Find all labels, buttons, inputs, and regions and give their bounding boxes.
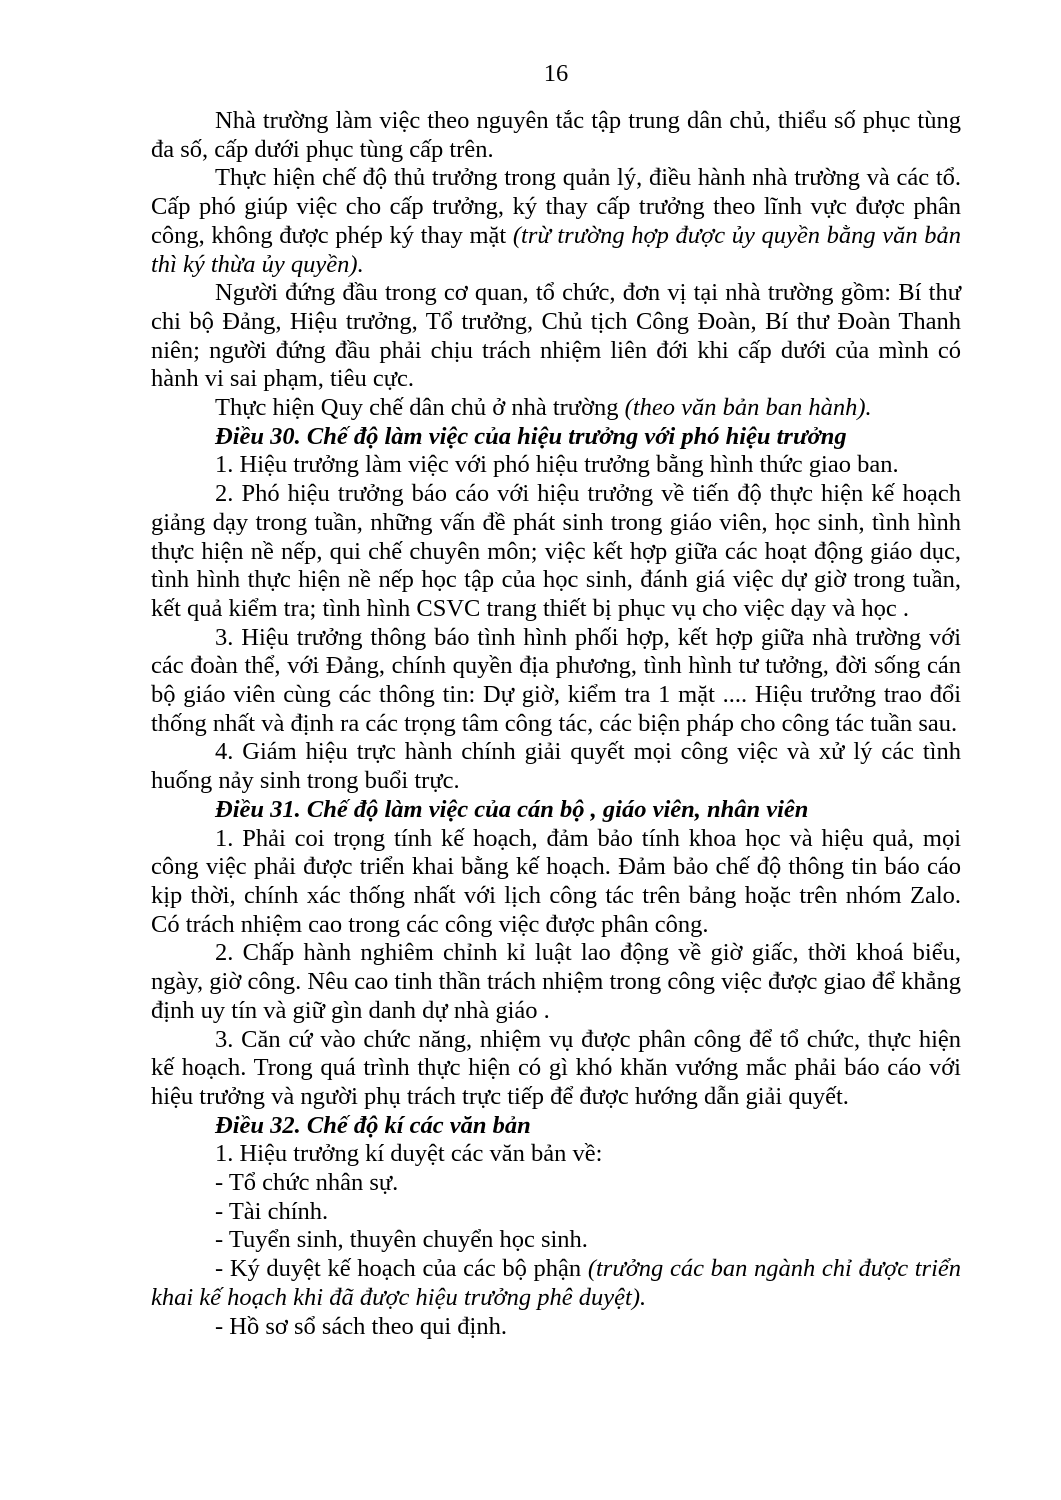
paragraph bbox=[151, 939, 961, 1025]
text-run: 3. Căn cứ vào chức năng, nhiệm vụ được phân công để tổ chức, thực hiện kế hoạch. Trong quá trình thực hiện có gì khó khăn vướng mắc phải báo cáo với hiệu trưởng và người phụ trách trực tiếp để được hướng dẫn giải quyết. bbox=[151, 1025, 961, 1110]
paragraph bbox=[151, 279, 961, 394]
text-run: - Tuyển sinh, thuyên chuyển học sinh. bbox=[215, 1226, 588, 1254]
document-body bbox=[151, 107, 961, 1341]
paragraph bbox=[151, 1026, 961, 1112]
paragraph bbox=[151, 480, 961, 624]
page-number: 16 bbox=[543, 60, 569, 87]
text-run: - Tổ chức nhân sự. bbox=[215, 1169, 399, 1197]
text-run: - Hồ sơ sổ sách theo qui định. bbox=[215, 1312, 507, 1340]
paragraph bbox=[151, 394, 961, 423]
text-run: 4. Giám hiệu trực hành chính giải quyết mọi công việc và xử lý các tình huống nảy sinh trong buổi trực. bbox=[151, 738, 961, 795]
text-run: 1. Hiệu trưởng kí duyệt các văn bản về: bbox=[215, 1140, 603, 1168]
text-run: - Tài chính. bbox=[215, 1197, 329, 1225]
text-run: 1. Hiệu trưởng làm việc với phó hiệu trưởng bằng hình thức giao ban. bbox=[215, 451, 899, 479]
text-run: 3. Hiệu trưởng thông báo tình hình phối hợp, kết hợp giữa nhà trường với các đoàn thể, với Đảng, chính quyền địa phương, tình hình tư tưởng, đời sống cán bộ giáo viên cùng các thông tin: Dự giờ, kiểm tra 1 mặt .... Hiệu trưởng trao đổi thống nhất và định ra các trọng tâm công tác, các biện pháp cho công tác tuần sau. bbox=[151, 623, 961, 737]
paragraph bbox=[151, 1313, 961, 1342]
text-run: (trưởng các ban ngành chỉ được triển khai kế hoạch khi đã được hiệu trưởng phê duyệt). bbox=[151, 1255, 962, 1311]
text-run: 2. Chấp hành nghiêm chỉnh kỉ luật lao động về giờ giấc, thời khoá biểu, ngày, giờ công. Nêu cao tinh thần trách nhiệm trong công việc được giao để khẳng định uy tín và giữ gìn danh dự nhà giáo . bbox=[151, 939, 961, 1024]
text-run: 2. Phó hiệu trưởng báo cáo với hiệu trưởng về tiến độ thực hiện kế hoạch giảng dạy trong tuần, những vấn đề phát sinh trong giáo viên, học sinh, tình hình thực hiện nề nếp, qui chế chuyên môn; việc kết hợp giữa các hoạt động giáo dục, tình hình thực hiện nề nếp học tập của học sinh, đánh giá việc dự giờ trong tuần, kết quả kiểm tra; tình hình CSVC trang thiết bị phục vụ cho việc dạy và học . bbox=[151, 480, 961, 622]
paragraph bbox=[151, 738, 961, 795]
section-heading bbox=[151, 423, 961, 452]
text-run: Điều 32. Chế độ kí các văn bản bbox=[215, 1111, 531, 1139]
paragraph bbox=[151, 1169, 961, 1198]
paragraph bbox=[151, 1198, 961, 1227]
paragraph bbox=[151, 1140, 961, 1169]
text-run: Điều 30. Chế độ làm việc của hiệu trưởng với phó hiệu trưởng bbox=[215, 422, 847, 450]
paragraph bbox=[151, 107, 961, 164]
text-run: Thực hiện Quy chế dân chủ ở nhà trường bbox=[215, 394, 625, 422]
section-heading bbox=[151, 1112, 961, 1141]
paragraph bbox=[151, 1226, 961, 1255]
paragraph bbox=[151, 451, 961, 480]
text-run: Người đứng đầu trong cơ quan, tổ chức, đơn vị tại nhà trường gồm: Bí thư chi bộ Đảng, Hiệu trưởng, Tổ trưởng, Chủ tịch Công Đoàn, Bí thư Đoàn Thanh niên; người đứng đầu phải chịu trách nhiệm liên đới khi cấp dưới của mình có hành vi sai phạm, tiêu cực. bbox=[151, 279, 961, 393]
paragraph bbox=[151, 164, 961, 279]
paragraph bbox=[151, 624, 961, 739]
text-run: (theo văn bản ban hành). bbox=[624, 394, 872, 422]
text-run: - Ký duyệt kế hoạch của các bộ phận bbox=[215, 1255, 588, 1283]
text-run: 1. Phải coi trọng tính kế hoạch, đảm bảo tính khoa học và hiệu quả, mọi công việc phải được triển khai bằng kế hoạch. Đảm bảo chế độ thông tin báo cáo kịp thời, chính xác thống nhất với lịch công tác trên bảng hoặc trên nhóm Zalo. Có trách nhiệm cao trong các công việc được phân công. bbox=[151, 824, 961, 938]
text-run: (trừ trường hợp được ủy quyền bằng văn bản thì ký thừa ủy quyền). bbox=[151, 221, 962, 278]
section-heading bbox=[151, 796, 961, 825]
paragraph bbox=[151, 825, 961, 940]
text-run: Thực hiện chế độ thủ trưởng trong quản lý, điều hành nhà trường và các tổ. Cấp phó giúp việc cho cấp trưởng, ký thay cấp trưởng theo lĩnh vực được phân công, không được phép ký thay mặt bbox=[151, 164, 961, 249]
text-run: Nhà trường làm việc theo nguyên tắc tập trung dân chủ, thiểu số phục tùng đa số, cấp dưới phục tùng cấp trên. bbox=[151, 107, 961, 163]
text-run: Điều 31. Chế độ làm việc của cán bộ , giáo viên, nhân viên bbox=[215, 795, 809, 823]
paragraph bbox=[151, 1255, 961, 1312]
